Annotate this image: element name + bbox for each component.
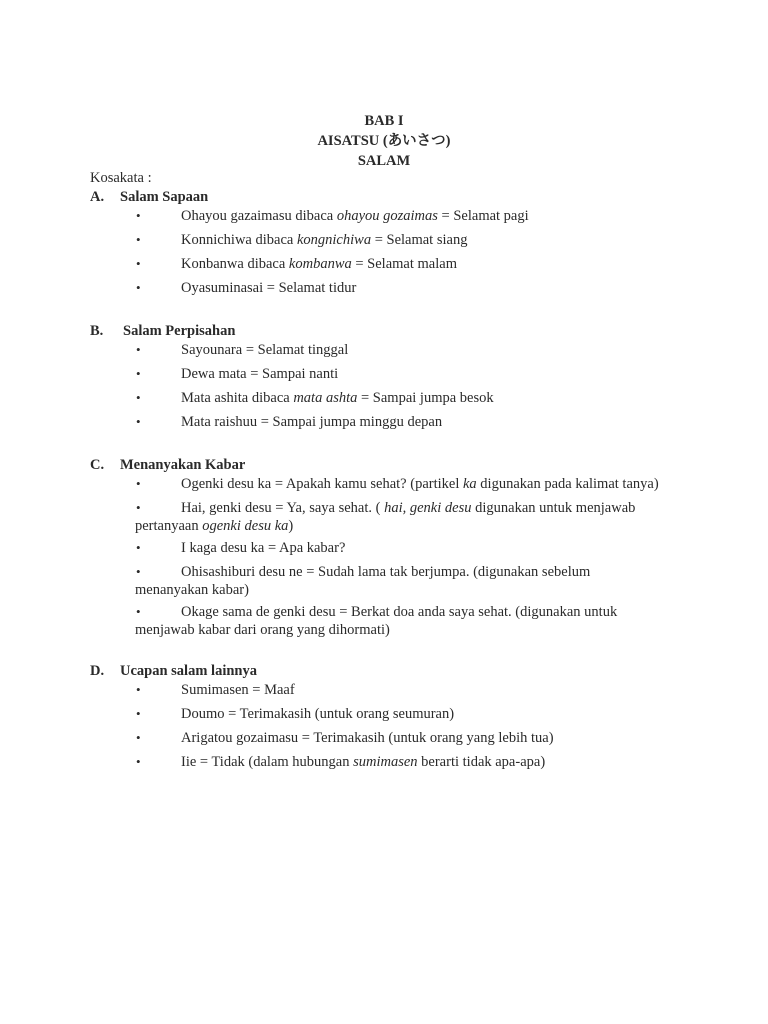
item-text: Iie = Tidak (dalam hubungan sumimasen berarti tidak apa-apa): [181, 754, 546, 770]
list-item: [90, 475, 710, 495]
chapter-title: BAB I: [364, 113, 404, 129]
bullet-icon: •: [136, 754, 141, 769]
item-text: Ohisashiburi desu ne = Sudah lama tak berjumpa. (digunakan sebelum menanyakan kabar): [135, 564, 591, 598]
bullet-icon: •: [136, 682, 141, 697]
bullet-icon: •: [136, 342, 141, 357]
bullet-icon: •: [136, 414, 141, 429]
list-item: [90, 753, 710, 773]
bullet-icon: •: [136, 706, 141, 721]
list-item: [90, 231, 710, 251]
bullet-icon: •: [136, 730, 141, 745]
bullet-icon: •: [136, 500, 141, 515]
list-item: [90, 499, 710, 535]
list-item: [90, 413, 710, 433]
bullet-icon: •: [136, 208, 141, 223]
item-text: Arigatou gozaimasu = Terimakasih (untuk orang yang lebih tua): [181, 730, 554, 746]
section-title: Ucapan salam lainnya: [120, 663, 257, 679]
item-text: Oyasuminasai = Selamat tidur: [181, 280, 357, 296]
chapter-heading: SALAM: [357, 153, 411, 169]
bullet-icon: •: [136, 232, 141, 247]
bullet-icon: •: [136, 280, 141, 295]
item-text: Ohayou gazaimasu dibaca ohayou gozaimas = Selamat pagi: [181, 208, 529, 224]
item-text: Konbanwa dibaca kombanwa = Selamat malam: [181, 256, 457, 272]
section-a-list: [90, 207, 710, 299]
list-item: [90, 705, 710, 725]
item-text: Hai, genki desu = Ya, saya sehat. ( hai, genki desu digunakan untuk menjawab pertanyaan ogenki desu ka): [135, 500, 636, 534]
list-item: [90, 729, 710, 749]
bullet-icon: •: [136, 256, 141, 271]
bullet-icon: •: [136, 604, 141, 619]
item-text: Dewa mata = Sampai nanti: [181, 366, 339, 382]
list-item: [90, 255, 710, 275]
section-title: Menanyakan Kabar: [120, 457, 246, 473]
section-a-heading: [90, 187, 710, 207]
section-letter: C.: [90, 457, 105, 473]
item-text: Okage sama de genki desu = Berkat doa anda saya sehat. (digunakan untuk menjawab kabar dari orang yang dihormati): [135, 604, 618, 638]
section-title: Salam Sapaan: [120, 189, 209, 205]
list-item: [90, 207, 710, 227]
list-item: [90, 603, 710, 639]
section-d-heading: [90, 661, 710, 681]
bullet-icon: •: [136, 390, 141, 405]
kosakata-label: Kosakata :: [90, 170, 152, 186]
section-c-heading: [90, 455, 710, 475]
document-body: [90, 169, 710, 777]
item-text: Mata raishuu = Sampai jumpa minggu depan: [181, 414, 443, 430]
section-letter: B.: [90, 323, 104, 339]
item-text: Sumimasen = Maaf: [181, 682, 295, 698]
section-letter: D.: [90, 663, 105, 679]
bullet-icon: •: [136, 564, 141, 579]
section-c-list: [90, 475, 710, 639]
item-text: I kaga desu ka = Apa kabar?: [181, 540, 346, 556]
bullet-icon: •: [136, 366, 141, 381]
section-b-list: [90, 341, 710, 433]
list-item: [90, 365, 710, 385]
section-d-list: [90, 681, 710, 773]
chapter-subtitle: AISATSU (あいさつ): [317, 133, 451, 149]
bullet-icon: •: [136, 476, 141, 491]
document-title: [0, 111, 768, 171]
section-letter: A.: [90, 189, 105, 205]
section-title: Salam Perpisahan: [123, 323, 236, 339]
list-item: [90, 279, 710, 299]
item-text: Mata ashita dibaca mata ashta = Sampai jumpa besok: [181, 390, 494, 406]
section-b-heading: [90, 321, 710, 341]
list-item: [90, 563, 710, 599]
item-text: Sayounara = Selamat tinggal: [181, 342, 349, 358]
bullet-icon: •: [136, 540, 141, 555]
item-text: Doumo = Terimakasih (untuk orang seumuran): [181, 706, 455, 722]
list-item: [90, 341, 710, 361]
item-text: Konnichiwa dibaca kongnichiwa = Selamat siang: [181, 232, 468, 248]
item-text: Ogenki desu ka = Apakah kamu sehat? (partikel ka digunakan pada kalimat tanya): [181, 476, 659, 492]
list-item: [90, 681, 710, 701]
list-item: [90, 539, 710, 559]
list-item: [90, 389, 710, 409]
